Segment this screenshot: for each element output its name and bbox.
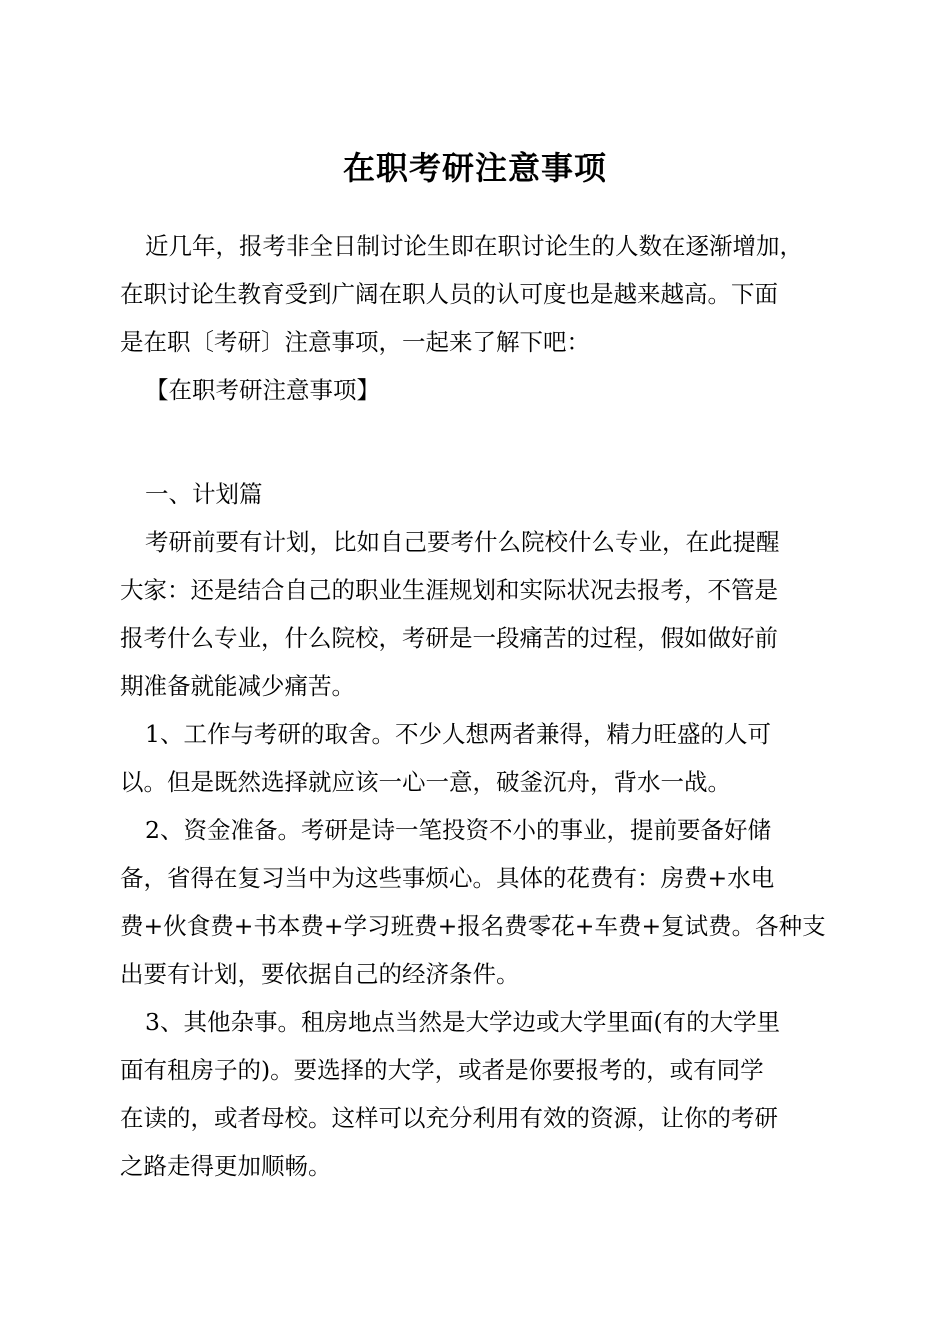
- plan-paragraph-line-1: 考研前要有计划，比如自己要考什么院校什么专业，在此提醒: [145, 528, 780, 556]
- item-3-line-1: 3、其他杂事。租房地点当然是大学边或大学里面(有的大学里: [145, 1008, 781, 1036]
- plan-paragraph-line-2: 大家：还是结合自己的职业生涯规划和实际状况去报考，不管是: [120, 576, 778, 604]
- document-body: [120, 222, 836, 1190]
- intro-line-2: 在职讨论生教育受到广阔在职人员的认可度也是越来越高。下面: [120, 280, 778, 308]
- document-title: 在职考研注意事项: [342, 149, 607, 187]
- item-2-line-1: 2、资金准备。考研是诗一笔投资不小的事业，提前要备好储: [145, 816, 771, 844]
- plan-paragraph-line-3: 报考什么专业，什么院校，考研是一段痛苦的过程，假如做好前: [120, 624, 778, 652]
- item-3-line-2: 面有租房子的)。要选择的大学，或者是你要报考的，或有同学: [120, 1056, 764, 1084]
- section-heading-plan: 一、计划篇: [145, 480, 263, 508]
- item-1-line-2: 以。但是既然选择就应该一心一意，破釜沉舟，背水一战。: [120, 768, 731, 796]
- item-2-line-3: 费+伙食费+书本费+学习班费+报名费零花+车费+复试费。各种支: [120, 912, 826, 940]
- item-3-line-3: 在读的，或者母校。这样可以充分利用有效的资源，让你的考研: [120, 1104, 778, 1132]
- intro-line-1: 近几年，报考非全日制讨论生即在职讨论生的人数在逐渐增加，: [145, 232, 803, 260]
- item-1-line-1: 1、工作与考研的取舍。不少人想两者兼得，精力旺盛的人可: [145, 720, 771, 748]
- plan-paragraph-line-4: 期准备就能减少痛苦。: [120, 672, 355, 700]
- intro-line-3: 是在职〔考研〕注意事项，一起来了解下吧：: [120, 328, 590, 356]
- section-bracket-heading: 【在职考研注意事项】: [145, 376, 380, 404]
- item-2-line-2: 备，省得在复习当中为这些事烦心。具体的花费有：房费+水电: [120, 864, 775, 892]
- item-3-line-4: 之路走得更加顺畅。: [120, 1152, 332, 1180]
- item-2-line-4: 出要有计划，要依据自己的经济条件。: [120, 960, 520, 988]
- blank-spacer: [120, 414, 836, 470]
